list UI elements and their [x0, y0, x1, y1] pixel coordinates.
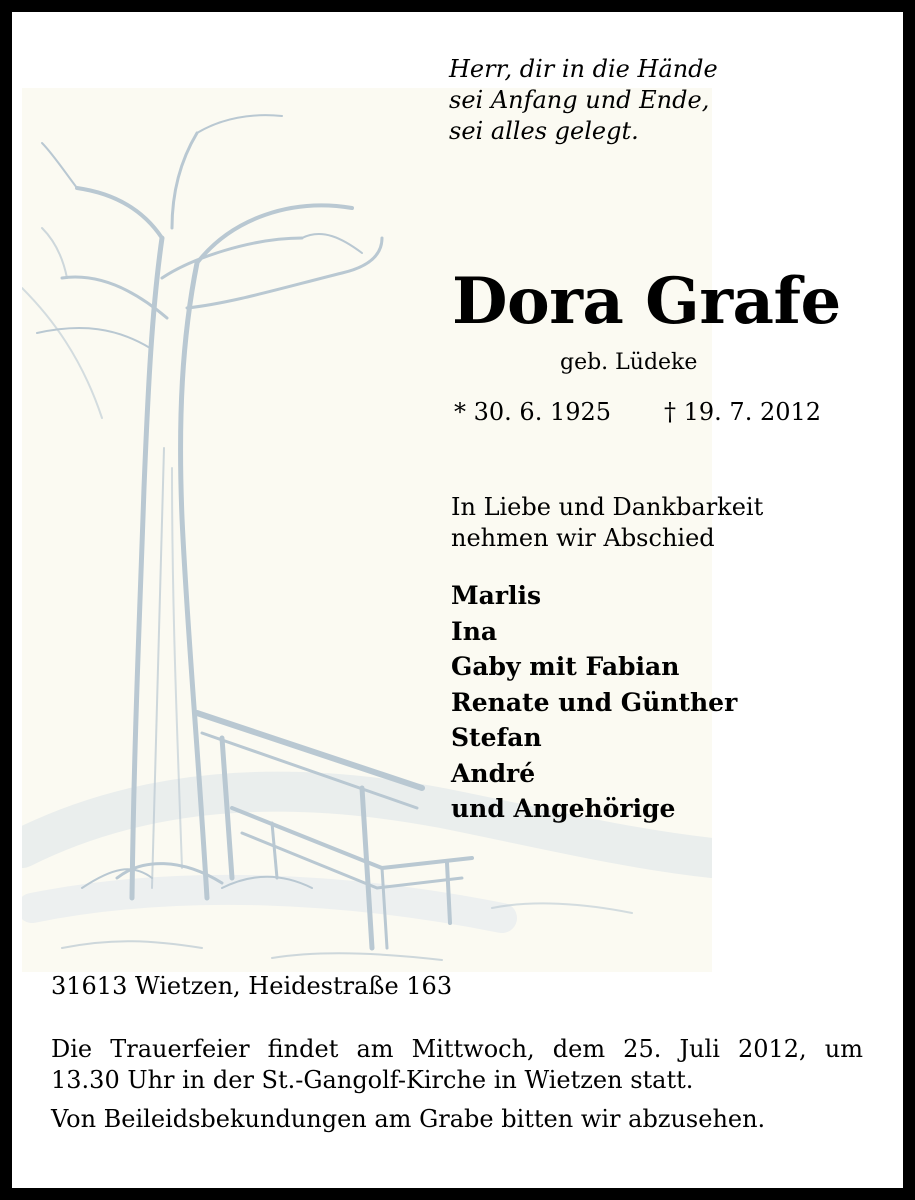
mourner-name: und Angehörige — [451, 794, 676, 823]
deceased-name: Dora Grafe — [452, 264, 841, 339]
maiden-name: geb. Lüdeke — [560, 350, 698, 375]
farewell-line: nehmen wir Abschied — [451, 524, 715, 552]
mourner-name: Stefan — [451, 723, 542, 752]
service-line: 13.30 Uhr in der St.-Gangolf-Kirche in Wietzen statt. — [51, 1066, 694, 1094]
mourner-name: Renate und Günther — [451, 687, 738, 717]
motto-line: sei alles gelegt. — [449, 117, 639, 145]
farewell-text — [451, 492, 763, 554]
motto-line: sei Anfang und Ende, — [449, 86, 710, 114]
death-date: † 19. 7. 2012 — [664, 398, 822, 426]
motto-line: Herr, dir in die Hände — [449, 55, 718, 83]
motto-verse — [449, 54, 718, 147]
family-address: 31613 Wietzen, Heidestraße 163 — [51, 972, 453, 1000]
condolence-note: Von Beileidsbekundungen am Grabe bitten wir abzusehen. — [51, 1105, 766, 1133]
mourners-list — [451, 578, 737, 827]
service-line: Die Trauerfeier findet am Mittwoch, dem 25. Juli 2012, um — [51, 1035, 863, 1063]
mourner-name: Marlis — [451, 581, 542, 610]
birth-date: * 30. 6. 1925 — [454, 398, 612, 426]
mourner-name: Ina — [451, 616, 498, 646]
mourner-name: Gaby mit Fabian — [451, 652, 680, 681]
mourner-name: André — [451, 758, 536, 788]
funeral-service-info — [51, 1034, 863, 1096]
farewell-line: In Liebe und Dankbarkeit — [451, 493, 764, 521]
